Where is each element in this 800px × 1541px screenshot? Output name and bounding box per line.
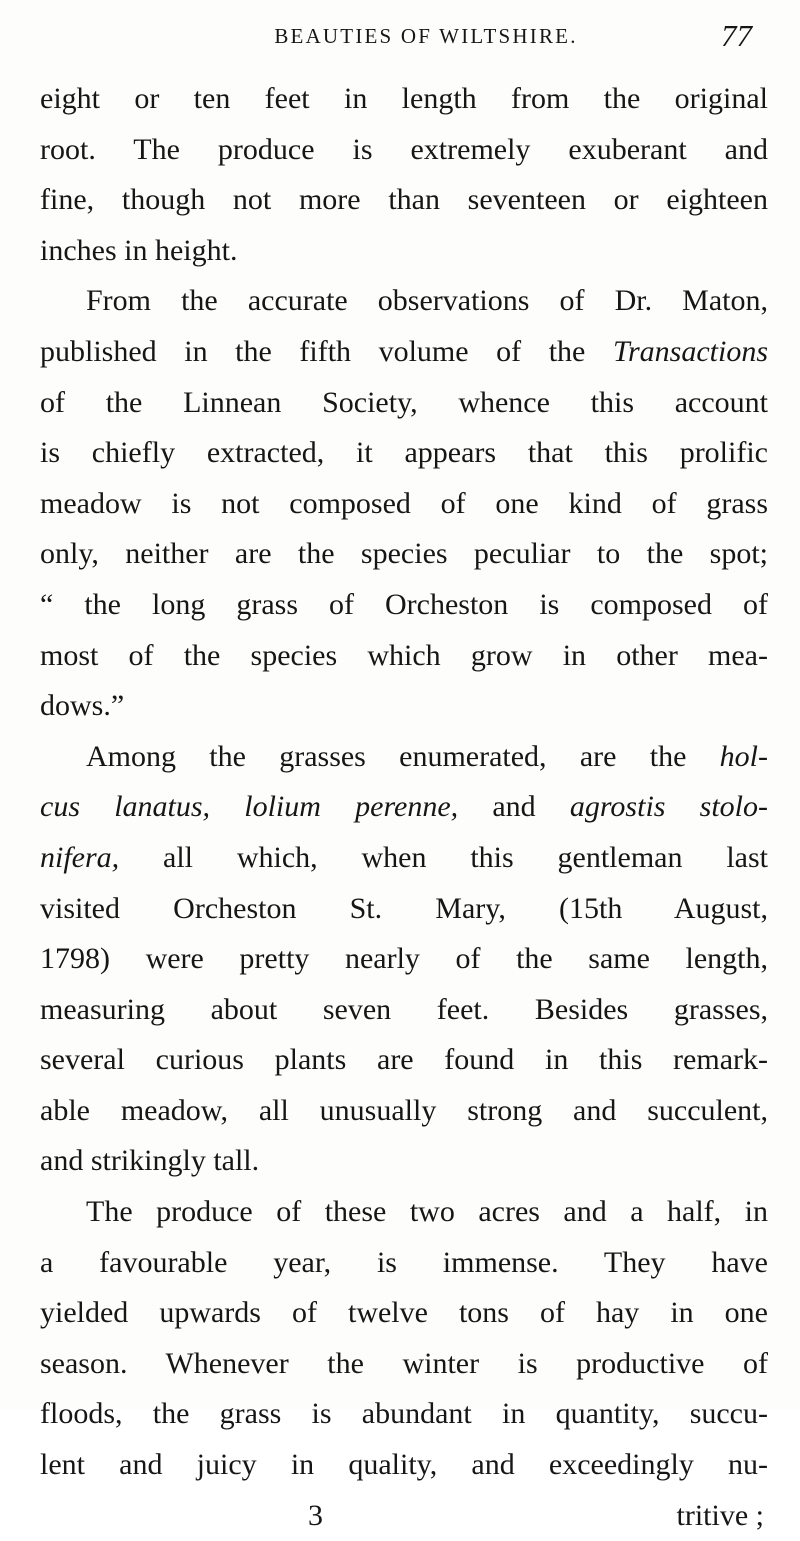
text-line: lent and juicy in quality, and exceedingly nu- (40, 1448, 768, 1482)
text-line: root. The produce is extremely exuberant and (40, 132, 768, 166)
text-line: Among the grasses enumerated, are the hol- (86, 739, 768, 773)
species-name: cus lanatus, (40, 790, 211, 824)
text-line: fine, though not more than seventeen or eighteen (40, 183, 768, 217)
text-line: dows.” (40, 689, 125, 723)
text-line: several curious plants are found in this remark- (40, 1043, 768, 1077)
text-line: a favourable year, is immense. They have (40, 1245, 768, 1279)
page-footer (40, 1491, 768, 1541)
species-name: nifera, (40, 840, 120, 874)
text-line: inches in height. (40, 233, 238, 267)
species-name: agrostis stolo- (569, 790, 768, 824)
page-number: 77 (721, 18, 752, 53)
text-line: only, neither are the species peculiar to the spot; (40, 537, 768, 571)
text-line: able meadow, all unusually strong and succulent, (40, 1093, 768, 1127)
body-text (40, 74, 768, 1541)
species-name: hol- (719, 739, 768, 773)
running-title: BEAUTIES OF WILTSHIRE. (274, 24, 578, 48)
text-line: meadow is not composed of one kind of grass (40, 486, 768, 520)
italic-title: Transactions (612, 334, 768, 368)
signature-mark: 3 (308, 1498, 323, 1532)
text-line: is chiefly extracted, it appears that this prolific (40, 436, 768, 470)
text-line: season. Whenever the winter is productive of (40, 1346, 768, 1380)
text-line: measuring about seven feet. Besides grasses, (40, 992, 768, 1026)
species-name: lolium perenne, (244, 790, 459, 824)
text-line: “ the long grass of Orcheston is composed of (40, 587, 768, 621)
text-line: nifera, all which, when this gentleman last (40, 840, 768, 874)
page-header (36, 18, 752, 62)
text-line: eight or ten feet in length from the original (40, 82, 768, 115)
text-line: of the Linnean Society, whence this account (40, 385, 768, 419)
text-line: The produce of these two acres and a half, in (86, 1195, 768, 1229)
text-line: floods, the grass is abundant in quantity, succu- (40, 1397, 768, 1431)
catchword: tritive ; (676, 1498, 764, 1532)
text-line: most of the species which grow in other mea- (40, 638, 768, 672)
text-line: From the accurate observations of Dr. Maton, (86, 284, 768, 318)
text-line: published in the fifth volume of the Transactions (40, 334, 768, 368)
text-line: and strikingly tall. (40, 1144, 260, 1178)
text-line: cus lanatus, lolium perenne, and agrostis stolo- (40, 790, 768, 824)
text-line: yielded upwards of twelve tons of hay in one (40, 1296, 768, 1330)
text-line: 1798) were pretty nearly of the same length, (40, 942, 768, 976)
text-line: visited Orcheston St. Mary, (15th August, (40, 891, 768, 925)
